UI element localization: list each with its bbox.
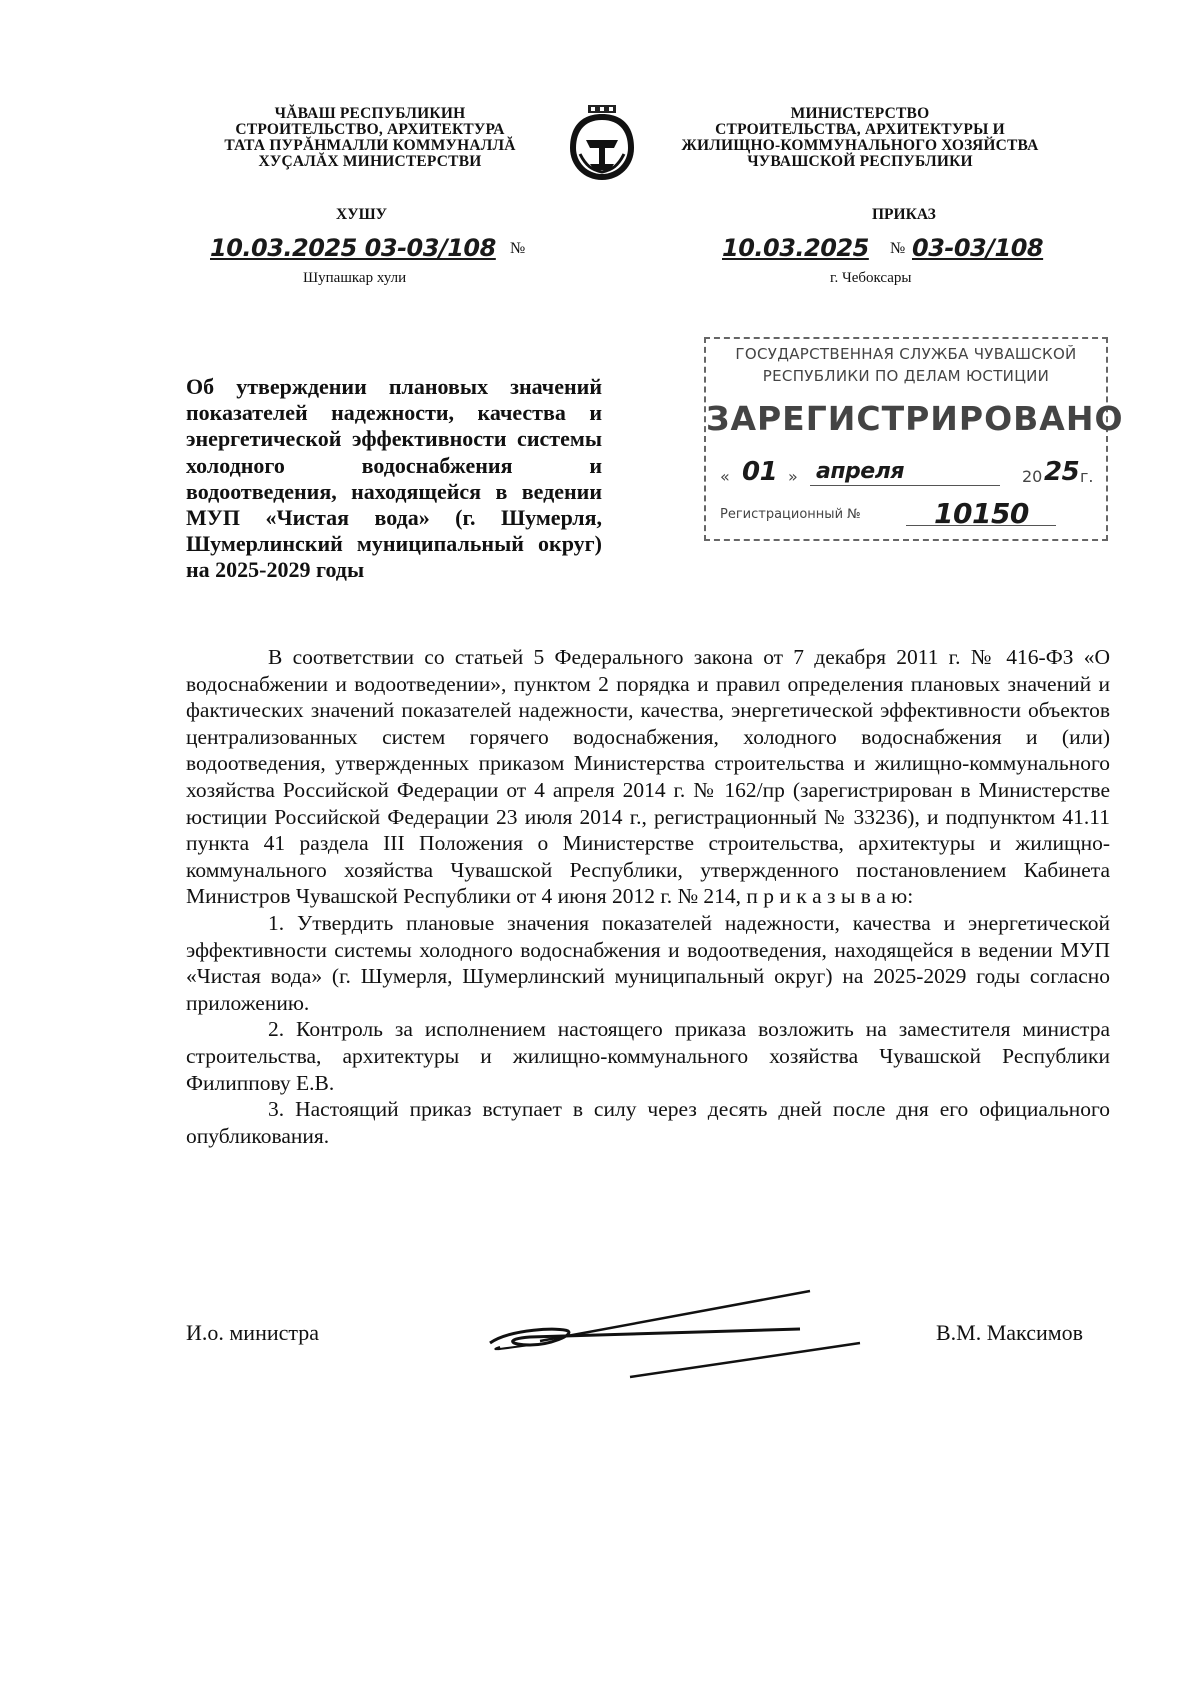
doc-type-russian: ПРИКАЗ <box>872 206 936 223</box>
stamp-reg-label: Регистрационный № <box>720 507 861 522</box>
stamp-reg-row <box>720 497 1096 531</box>
stamp-date-row <box>720 457 1096 491</box>
document-title: Об утверждении плановых значений показателей надежности, качества и энергетической эффективности системы холодного водоснабжения и водоотведения, находящейся в ведении МУП «Чистая вода» (г. Шумерля, Шумерлинский муниципальный округ) на 2025-2029 годы <box>186 374 602 583</box>
stamp-month: апреля <box>816 459 904 484</box>
body-paragraph-item-3: 3. Настоящий приказ вступает в силу через десять дней после дня его официального опубликования. <box>186 1097 1110 1148</box>
stamp-reg-number: 10150 <box>934 497 1029 530</box>
left-handwritten-date-number: 10.03.2025 03-03/108 <box>210 234 496 262</box>
signatory-position: И.о. министра <box>186 1320 320 1345</box>
signatory-name: В.М. Максимов <box>936 1320 1084 1345</box>
left-place: Шупашкар хули <box>303 270 407 286</box>
header-right-line-3: ЖИЛИЩНО-КОММУНАЛЬНОГО ХОЗЯЙСТВА <box>681 137 1039 154</box>
body-paragraph-item-2: 2. Контроль за исполнением настоящего приказа возложить на заместителя министра строительства, архитектуры и жилищно-коммунального хозяйства Чувашской Республики Филиппову Е.В. <box>186 1017 1110 1095</box>
handwritten-signature <box>470 1285 870 1385</box>
coat-of-arms-emblem <box>566 104 638 182</box>
right-place: г. Чебоксары <box>830 270 912 286</box>
left-date-number-row <box>200 234 530 266</box>
stamp-year-unit: г. <box>1080 467 1094 486</box>
stamp-year-suffix: 25 <box>1044 457 1080 487</box>
header-left-line-3: ТАТА ПУРĂНМАЛЛИ КОММУНАЛЛĂ <box>224 137 516 154</box>
stamp-line-1: ГОСУДАРСТВЕННАЯ СЛУЖБА ЧУВАШСКОЙ <box>735 345 1077 363</box>
stamp-day: 01 <box>742 457 778 487</box>
stamp-quote-close: » <box>788 467 798 486</box>
stamp-year-prefix: 20 <box>1022 467 1043 486</box>
body-paragraph-preamble: В соответствии со статьей 5 Федерального закона от 7 декабря 2011 г. № 416-ФЗ «О водоснабжении и водоотведении», пунктом 2 порядка и правил определения плановых значений и фактических значений показателей надежности, качества, энергетической эффективности объектов централизованных систем горячего водоснабжения, холодного водоснабжения и (или) водоотведения, утвержденных приказом Министерства строительства и жилищно-коммунального хозяйства Российской Федерации от 4 апреля 2014 г. № 162/пр (зарегистрирован в Министерстве юстиции Российской Федерации 23 июля 2014 г., регистрационный № 33236), и подпунктом 41.11 пункта 41 раздела III Положения о Министерстве строительства, архитектуры и жилищно-коммунального хозяйства Чувашской Республики, утвержденного постановлением Кабинета Министров Чувашской Республики от 4 июня 2012 г. № 214, п р и к а з ы в а ю: <box>186 645 1110 909</box>
header-right-russian <box>650 106 1070 170</box>
header-right-line-2: СТРОИТЕЛЬСТВА, АРХИТЕКТУРЫ И <box>715 121 1005 138</box>
document-body <box>186 644 1110 1149</box>
right-handwritten-number: 03-03/108 <box>912 234 1044 262</box>
registration-stamp <box>704 337 1124 541</box>
right-handwritten-date: 10.03.2025 <box>722 234 869 262</box>
header-right-line-1: МИНИСТЕРСТВО <box>790 105 930 122</box>
right-date-number-row <box>722 234 1072 266</box>
header-left-line-4: ХУÇАЛĂХ МИНИСТЕРСТВИ <box>258 153 482 170</box>
stamp-status: ЗАРЕГИСТРИРОВАНО <box>706 399 1124 438</box>
left-number-sign: № <box>510 240 526 257</box>
header-left-chuvash <box>180 106 560 170</box>
header-right-line-4: ЧУВАШСКОЙ РЕСПУБЛИКИ <box>747 153 973 170</box>
stamp-date-underline <box>810 485 1000 486</box>
doc-type-chuvash: ХУШУ <box>336 206 387 223</box>
header-left-line-1: ЧĂВАШ РЕСПУБЛИКИН <box>274 105 466 122</box>
right-number-sign: № <box>890 240 906 257</box>
stamp-reg-underline <box>906 525 1056 526</box>
stamp-line-2: РЕСПУБЛИКИ ПО ДЕЛАМ ЮСТИЦИИ <box>762 367 1050 385</box>
header-left-line-2: СТРОИТЕЛЬСТВО, АРХИТЕКТУРА <box>235 121 505 138</box>
body-paragraph-item-1: 1. Утвердить плановые значения показателей надежности, качества и энергетической эффективности системы холодного водоснабжения и водоотведения, находящейся в ведении МУП «Чистая вода» (г. Шумерля, Шумерлинский муниципальный округ) на 2025-2029 годы согласно приложению. <box>186 910 1110 1015</box>
stamp-quote-open: « <box>720 467 730 486</box>
